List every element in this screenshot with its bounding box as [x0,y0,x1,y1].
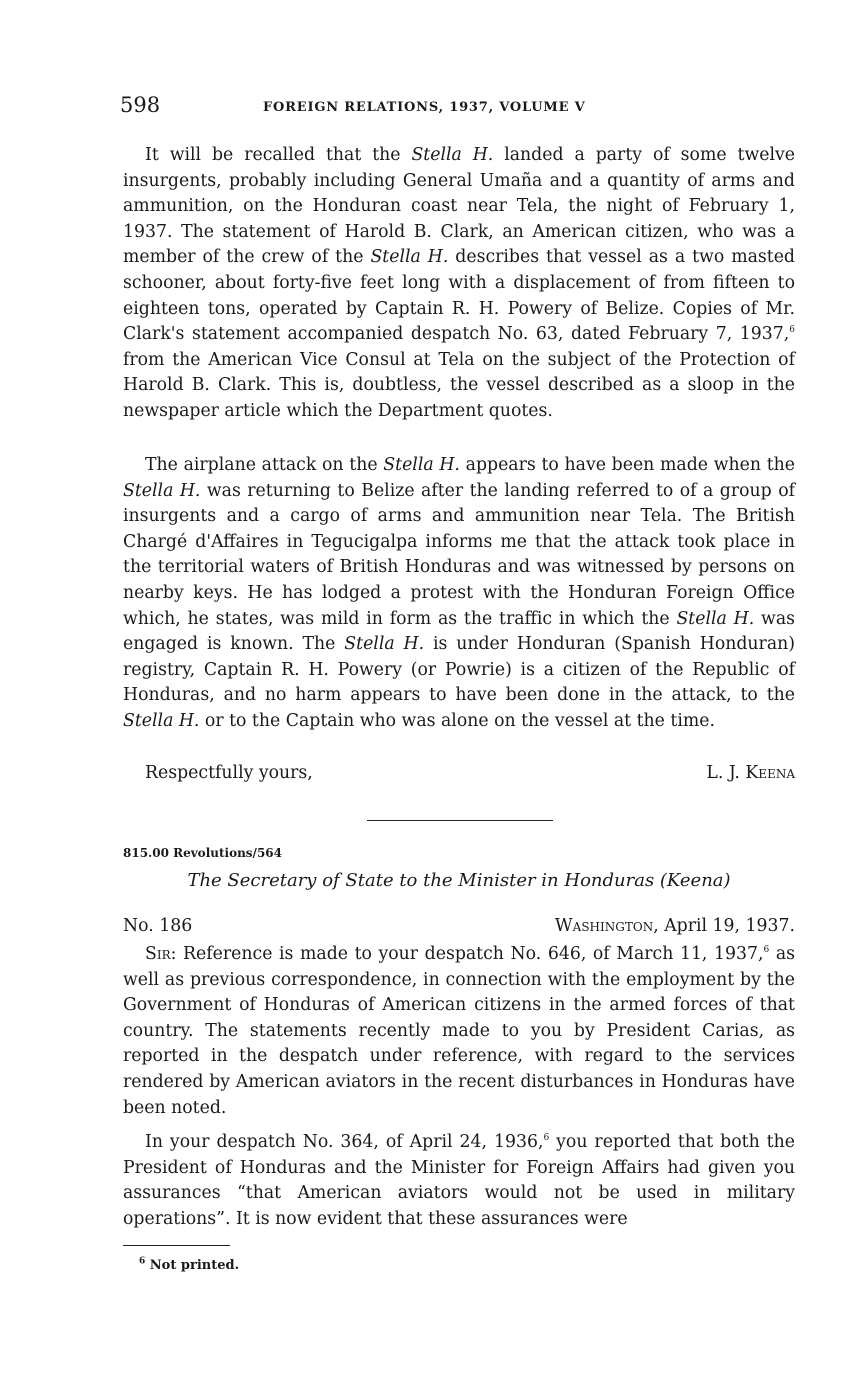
text-run: In your despatch No. 364, of April 24, 1936, [145,1132,544,1152]
text-run: from the American Vice Consul at Tela on the subject of the Protection of Harold B. Clark. This is, doubtless, the vessel described as a sloop in the newspaper article which the Department quotes. [123,349,795,421]
text-run: : Reference is made to your despatch No. 646, of March 11, 1937, [170,944,764,964]
ship-name: Stella H. [344,634,425,655]
document-title: The Secretary of State to the Minister in Honduras (Keena) [187,870,731,891]
letter1-closing [145,763,795,789]
ship-name: Stella H. [123,710,200,731]
text-run: was returning to Belize after the landing referred to of a group of insurgents and a cargo of arms and ammunition near Tela. The British Chargé d'Affaires in Tegucigalpa informs me that the attack took place in the territorial waters of British Honduras and was witnessed by persons on nearby keys. He has lodged a protest with the Honduran Foreign Office which, he states, was mild in form as the traffic in which the [123,480,795,629]
letter1-paragraph-2 [123,453,795,735]
ship-name: Stella H. [411,145,494,165]
place-date [555,916,795,936]
footnote [139,1258,239,1273]
ship-name: Stella H. [383,455,460,475]
signature: L. J. Keena [706,763,795,783]
ship-name: Stella H. [370,247,449,268]
text-run: is under Honduran (Spanish Honduran) registry, Captain R. H. Powery (or Powrie) is a citizen of the Republic of Honduras, and no harm appears to have been done in the attack, to the [123,634,795,706]
text-run: appears to have been made when the [459,455,795,475]
footnote-text: Not printed. [145,1258,240,1273]
footnote-divider [123,1245,230,1246]
letter2-paragraph-2 [123,1130,795,1232]
footnote-marker: 6 [139,1256,146,1267]
ship-name: Stella H. [123,480,201,501]
text-run: describes that vessel as a two masted schooner, about forty-five feet long with a displacement of from fifteen to eighteen tons, operated by Captain R. H. Powery of Belize. Copies of Mr. Clark's statement accompanied despatch No. 63, dated February 7, 1937, [123,247,795,345]
text-run: or to the Captain who was alone on the vessel at the time. [199,710,715,731]
complimentary-close: Respectfully yours, [145,763,313,783]
dateline [123,916,795,942]
text-run: landed a party of some twelve insurgents, probably including General Umaña and a quantity of arms and ammunition, on the Honduran coast near Tela, the night of February 1, 1937. The statement of Harold B. Clark, an American citizen, who was a member of the crew of the [123,145,795,268]
place: Washington [554,916,654,936]
text-run: The airplane attack on the [145,455,384,475]
letter2-paragraph-1 [123,942,795,1121]
section-divider [367,820,553,821]
date: , April 19, 1937. [653,916,795,936]
salutation: Sir [145,944,171,964]
footnote-ref: 6 [763,945,770,956]
file-number: 815.00 Revolutions/564 [123,846,282,860]
text-run: It will be recalled that the [145,145,412,165]
letter1-paragraph-1 [123,143,795,425]
footnote-ref: 6 [543,1133,550,1144]
text-run: you reported that both the President of Honduras and the Minister for Foreign Affairs had given you assurances “that American aviators would not be used in military operations”. It is now evident that these assurances were [123,1132,795,1229]
footnote-ref: 6 [789,325,795,336]
text-run: was engaged is known. The [123,608,795,655]
running-head: FOREIGN RELATIONS, 1937, VOLUME V [263,100,586,115]
page-number: 598 [120,93,161,117]
despatch-number: No. 186 [123,916,193,936]
text-run: as well as previous correspondence, in connection with the employment by the Government of Honduras of American citizens in the armed forces of that country. The statements recently made to you by President Carias, as reported in the despatch under reference, with regard to the services rendered by American aviators in the recent disturbances in Honduras have been noted. [123,944,795,1118]
page-header [120,93,800,123]
ship-name: Stella H. [676,608,755,629]
